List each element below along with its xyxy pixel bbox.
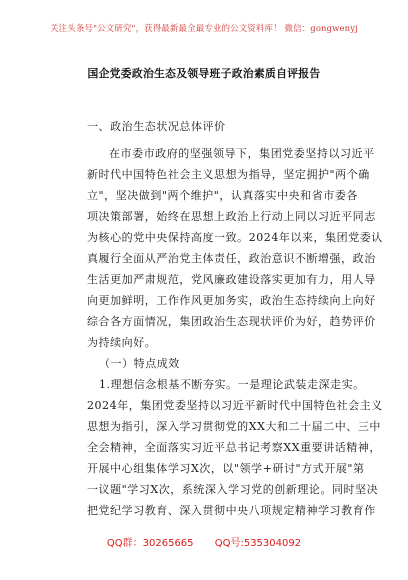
paragraph-line: 项决策部署，始终在思想上政治上行动上同以习近平同志: [87, 210, 376, 223]
paragraph-1: [87, 143, 383, 353]
paragraph-line: 新时代中国特色社会主义思想为指导，坚定拥护"两个确: [87, 168, 370, 181]
paragraph-line: 为持续向好。: [87, 336, 157, 349]
paragraph-line: 真履行全面从严治党主体责任，政治意识不断增强，政治: [87, 252, 376, 265]
footer-qq-group: QQ群：30265665: [106, 538, 194, 549]
section1-heading: 一、政治生态状况总体评价: [87, 120, 226, 133]
paragraph-2: [87, 374, 383, 521]
footer-contact: [0, 534, 408, 549]
paragraph-line: 思想为指引，深入学习贯彻党的XX大和二十届二中、三中: [87, 420, 381, 433]
paragraph-line: 生活更加严肃规范，党风廉政建设落实更加有力，用人导: [87, 273, 376, 286]
paragraph-line: 开展中心组集体学习X次，以"领学+研讨"方式开展"第: [87, 462, 365, 475]
document-title: 国企党委政治生态及领导班子政治素质自评报告: [87, 67, 321, 80]
section1-heading-block: [87, 116, 365, 137]
paragraph-line: 综合各方面情况，集团政治生态现状评价为好，趋势评价: [87, 315, 376, 328]
footer-qq-number: QQ号:535304092: [214, 538, 302, 549]
paragraph-line: 一议题"学习X次，系统深入学习党的创新理论。同时坚决: [87, 483, 379, 496]
paragraph-line: 全会精神，全面落实习近平总书记考察XX重要讲话精神，: [87, 441, 381, 454]
paragraph-line: 为核心的党中央保持高度一致。2024年以来，集团党委认: [87, 231, 383, 244]
paragraph-line: 立"，坚决做到"两个维护"，认真落实中央和省市委各: [87, 189, 358, 202]
header-banner: 关注头条号"公文研究"，获得最新最全最专业的公文资料库！ 微信：gongwenyj: [50, 24, 358, 34]
paragraph-line: 向更加鲜明，工作作风更加务实，政治生态持续向上向好: [87, 294, 376, 307]
subsection1-heading: （一）特点成效: [99, 357, 180, 370]
paragraph-line: 2024年，集团党委坚持以习近平新时代中国特色社会主义: [87, 399, 383, 412]
paragraph-line: 1.理想信念根基不断夯实。一是理论武装走深走实。: [99, 378, 365, 391]
paragraph-line: 在市委市政府的坚强领导下，集团党委坚持以习近平: [109, 147, 375, 160]
paragraph-line: 把党纪学习教育、深入贯彻中央八项规定精神学习教育作: [87, 504, 376, 517]
subsection1-heading-block: [87, 353, 365, 374]
